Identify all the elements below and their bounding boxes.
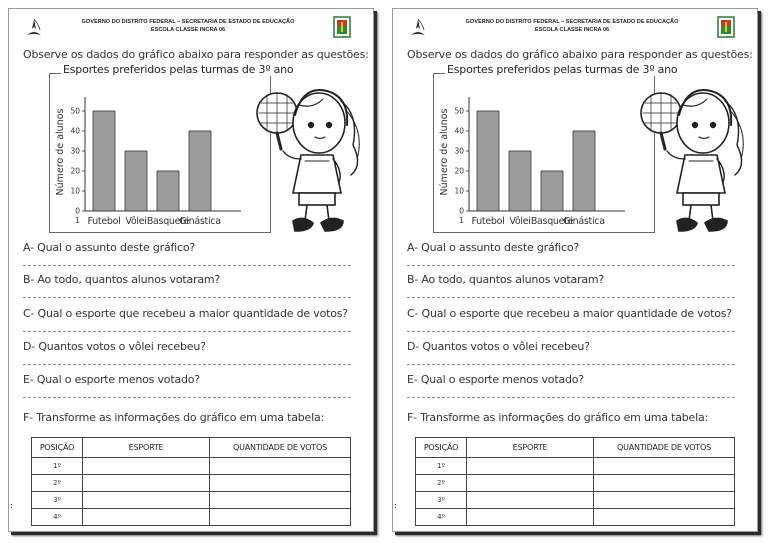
question-d: D- Quantos votos o vôlei recebeu? bbox=[23, 340, 206, 353]
position-cell: 3º bbox=[416, 492, 467, 509]
position-cell: 1º bbox=[32, 458, 83, 475]
y-tick-label: 0 bbox=[459, 206, 464, 216]
table-header-row bbox=[32, 438, 351, 458]
position-cell: 2º bbox=[32, 475, 83, 492]
header-line-1: GOVERNO DO DISTRITO FEDERAL – SECRETARIA DE ESTADO DE EDUCAÇÃO bbox=[81, 19, 295, 25]
table-row bbox=[32, 475, 351, 492]
votes-cell[interactable] bbox=[594, 509, 735, 526]
answer-line-b[interactable] bbox=[23, 297, 351, 298]
sport-cell[interactable] bbox=[467, 492, 594, 509]
header-position: POSIÇÃO bbox=[32, 438, 83, 458]
header-line-2: ESCOLA CLASSE INCRA 06 bbox=[150, 27, 226, 33]
answer-line-d[interactable] bbox=[407, 364, 735, 365]
votes-table bbox=[31, 437, 351, 526]
y-tick-label: 30 bbox=[70, 146, 80, 156]
question-d: D- Quantos votos o vôlei recebeu? bbox=[407, 340, 590, 353]
y-tick-label: 40 bbox=[70, 126, 80, 136]
answer-line-d[interactable] bbox=[23, 364, 351, 365]
table-header-row bbox=[416, 438, 735, 458]
sport-cell[interactable] bbox=[467, 458, 594, 475]
sport-cell[interactable] bbox=[83, 458, 210, 475]
answer-line-e[interactable] bbox=[23, 397, 351, 398]
school-emblem-icon bbox=[25, 17, 43, 39]
votes-cell[interactable] bbox=[210, 458, 351, 475]
position-cell: 4º bbox=[32, 509, 83, 526]
category-label: Basquete bbox=[530, 216, 574, 227]
table-row bbox=[416, 475, 735, 492]
y-tick-label: 50 bbox=[454, 106, 464, 116]
question-c: C- Qual o esporte que recebeu a maior quantidade de votos? bbox=[23, 307, 348, 320]
position-cell: 2º bbox=[416, 475, 467, 492]
bar-futebol bbox=[93, 111, 115, 211]
chart-title: Esportes preferidos pelas turmas de 3º ano bbox=[447, 63, 678, 76]
category-label: Vôlei bbox=[125, 216, 147, 227]
question-c: C- Qual o esporte que recebeu a maior quantidade de votos? bbox=[407, 307, 732, 320]
header-line-1: GOVERNO DO DISTRITO FEDERAL – SECRETARIA DE ESTADO DE EDUCAÇÃO bbox=[465, 19, 679, 25]
table-row bbox=[416, 458, 735, 475]
district-flag-icon bbox=[717, 16, 735, 38]
table-row bbox=[32, 509, 351, 526]
votes-cell[interactable] bbox=[594, 492, 735, 509]
y-tick-label: 20 bbox=[454, 166, 464, 176]
header-line-2: ESCOLA CLASSE INCRA 06 bbox=[534, 27, 610, 33]
y-tick-label: 30 bbox=[454, 146, 464, 156]
position-cell: 1º bbox=[416, 458, 467, 475]
sport-cell[interactable] bbox=[83, 509, 210, 526]
category-label: Futebol bbox=[87, 216, 121, 227]
question-b: B- Ao todo, quantos alunos votaram? bbox=[407, 273, 605, 286]
header-position: POSIÇÃO bbox=[416, 438, 467, 458]
question-e: E- Qual o esporte menos votado? bbox=[23, 373, 200, 386]
sport-cell[interactable] bbox=[467, 509, 594, 526]
y-tick-label: 10 bbox=[454, 186, 464, 196]
sport-cell[interactable] bbox=[467, 475, 594, 492]
district-flag-icon bbox=[333, 16, 351, 38]
votes-table bbox=[415, 437, 735, 526]
header-votes: QUANTIDADE DE VOTOS bbox=[594, 438, 735, 458]
table-row bbox=[32, 458, 351, 475]
worksheet-left bbox=[8, 8, 374, 532]
question-e: E- Qual o esporte menos votado? bbox=[407, 373, 584, 386]
school-header bbox=[393, 15, 757, 45]
bar-vôlei bbox=[125, 151, 147, 211]
answer-line-c[interactable] bbox=[407, 331, 735, 332]
bar-chart bbox=[433, 73, 655, 233]
y-tick-label: 50 bbox=[70, 106, 80, 116]
answer-line-e[interactable] bbox=[407, 397, 735, 398]
y-axis-label: Número de alunos bbox=[439, 108, 450, 196]
y-tick-label: 0 bbox=[75, 206, 80, 216]
table-row bbox=[32, 492, 351, 509]
answer-line-c[interactable] bbox=[23, 331, 351, 332]
bar-basquete bbox=[541, 171, 563, 211]
category-label: Ginástica bbox=[179, 216, 221, 227]
y-tick-label: 10 bbox=[70, 186, 80, 196]
answer-line-b[interactable] bbox=[407, 297, 735, 298]
girl-holding-paddle-illustration bbox=[637, 75, 751, 237]
header-text bbox=[433, 18, 711, 34]
sport-cell[interactable] bbox=[83, 475, 210, 492]
school-header bbox=[9, 15, 373, 45]
votes-cell[interactable] bbox=[210, 475, 351, 492]
question-f: F- Transforme as informações do gráfico em uma tabela: bbox=[407, 411, 708, 424]
margin-mark: : bbox=[394, 501, 397, 510]
answer-line-a[interactable] bbox=[23, 265, 351, 266]
category-label: Vôlei bbox=[509, 216, 531, 227]
margin-mark: : bbox=[10, 501, 13, 510]
instruction-text: Observe os dados do gráfico abaixo para responder as questões: bbox=[23, 48, 369, 61]
chart-title: Esportes preferidos pelas turmas de 3º ano bbox=[63, 63, 294, 76]
school-emblem-icon bbox=[409, 17, 427, 39]
table-row bbox=[416, 492, 735, 509]
bar-ginástica bbox=[189, 131, 211, 211]
sport-cell[interactable] bbox=[83, 492, 210, 509]
question-a: A- Qual o assunto deste gráfico? bbox=[407, 241, 580, 254]
table-row bbox=[416, 509, 735, 526]
votes-cell[interactable] bbox=[594, 458, 735, 475]
x-origin-label: 1 bbox=[459, 216, 464, 225]
position-cell: 3º bbox=[32, 492, 83, 509]
question-a: A- Qual o assunto deste gráfico? bbox=[23, 241, 196, 254]
header-sport: ESPORTE bbox=[83, 438, 210, 458]
question-f: F- Transforme as informações do gráfico em uma tabela: bbox=[23, 411, 324, 424]
votes-cell[interactable] bbox=[594, 475, 735, 492]
header-votes: QUANTIDADE DE VOTOS bbox=[210, 438, 351, 458]
bar-futebol bbox=[477, 111, 499, 211]
worksheet-right bbox=[392, 8, 758, 532]
instruction-text: Observe os dados do gráfico abaixo para responder as questões: bbox=[407, 48, 753, 61]
question-b: B- Ao todo, quantos alunos votaram? bbox=[23, 273, 221, 286]
votes-cell[interactable] bbox=[210, 509, 351, 526]
position-cell: 4º bbox=[416, 509, 467, 526]
answer-line-a[interactable] bbox=[407, 265, 735, 266]
y-tick-label: 40 bbox=[454, 126, 464, 136]
category-label: Ginástica bbox=[563, 216, 605, 227]
bar-basquete bbox=[157, 171, 179, 211]
girl-holding-paddle-illustration bbox=[253, 75, 367, 237]
bar-ginástica bbox=[573, 131, 595, 211]
header-sport: ESPORTE bbox=[467, 438, 594, 458]
votes-cell[interactable] bbox=[210, 492, 351, 509]
bar-chart bbox=[49, 73, 271, 233]
y-tick-label: 20 bbox=[70, 166, 80, 176]
header-text bbox=[49, 18, 327, 34]
bar-vôlei bbox=[509, 151, 531, 211]
y-axis-label: Número de alunos bbox=[55, 108, 66, 196]
category-label: Futebol bbox=[471, 216, 505, 227]
category-label: Basquete bbox=[146, 216, 190, 227]
x-origin-label: 1 bbox=[75, 216, 80, 225]
